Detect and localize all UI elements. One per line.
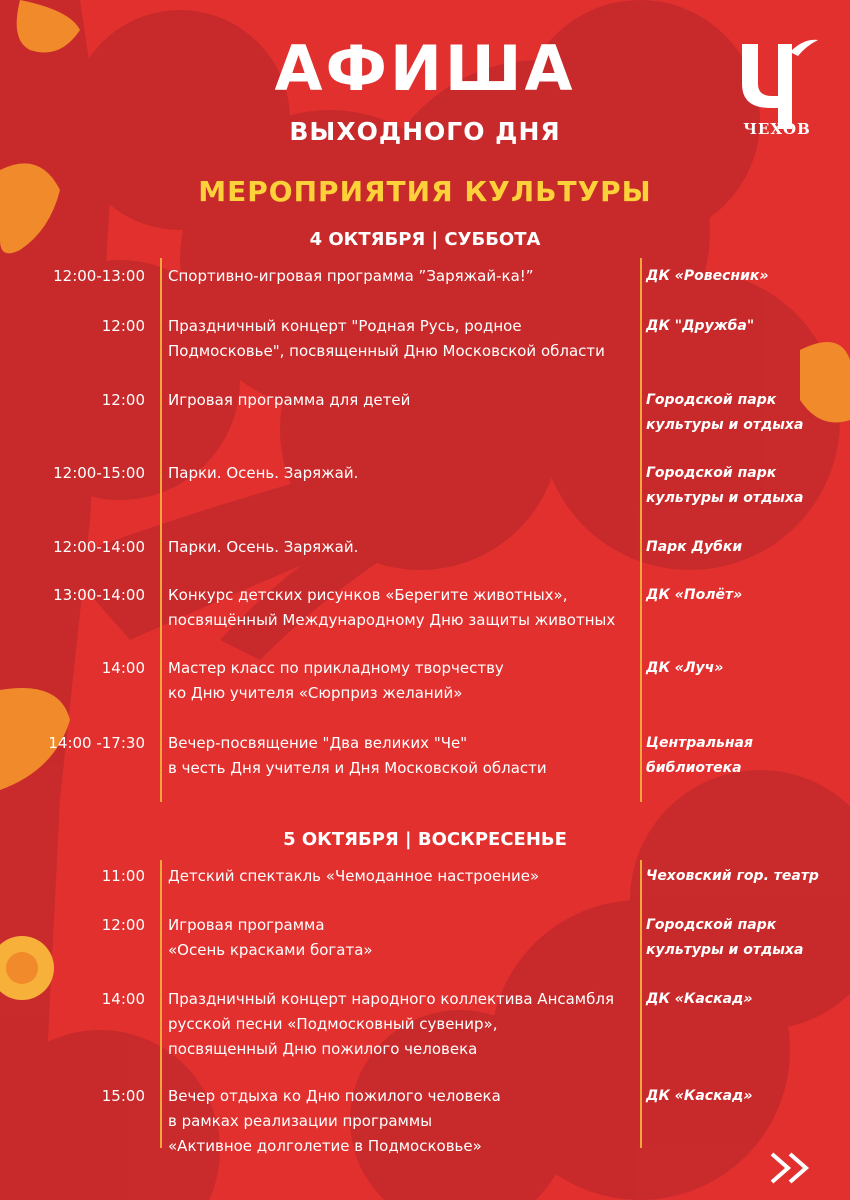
event-title [168,913,638,963]
event-time: 14:00 [101,990,145,1008]
event-time: 15:00 [101,1087,145,1105]
event-venue-line: культуры и отдыха [646,942,804,958]
event-venue [646,314,846,339]
event-time: 14:00 [101,659,145,677]
event-time: 12:00-13:00 [53,267,145,285]
event-title-line: в рамках реализации программы [168,1112,433,1130]
day-heading: 4 ОКТЯБРЯ | СУББОТА [309,229,541,250]
event-title [168,656,638,706]
column-divider [160,258,162,802]
event-venue [646,461,846,511]
event-title [168,264,638,289]
event-venue [646,583,846,608]
event-venue-line: ДК «Ровесник» [646,268,769,284]
event-venue [646,264,846,289]
event-venue [646,864,846,889]
event-title [168,987,638,1062]
event-venue [646,1084,846,1109]
event-venue [646,913,846,963]
event-venue-line: ДК "Дружба" [646,318,755,334]
event-title [168,388,638,413]
event-venue-line: ДК «Каскад» [646,1088,753,1104]
event-time: 12:00 [101,391,145,409]
day-heading: 5 ОКТЯБРЯ | ВОСКРЕСЕНЬЕ [283,829,567,850]
event-title-line: «Осень красками богата» [168,941,373,959]
event-venue-line: культуры и отдыха [646,417,804,433]
page-title: АФИША [274,32,576,105]
column-divider [640,258,642,802]
event-time: 11:00 [101,867,145,885]
event-title-line: «Активное долголетие в Подмосковье» [168,1137,482,1155]
event-title-line: Игровая программа [168,916,325,934]
event-venue-line: ДК «Каскад» [646,991,753,1007]
event-title-line: Мастер класс по прикладному творчеству [168,659,504,677]
event-venue-line: ДК «Полёт» [646,587,743,603]
event-title-line: Парки. Осень. Заряжай. [168,464,359,482]
event-title-line: Подмосковье", посвященный Дню Московской области [168,342,605,360]
event-venue-line: Чеховский гор. театр [646,868,819,884]
event-title-line: Праздничный концерт "Родная Русь, родное [168,317,522,335]
event-venue [646,535,846,560]
event-title-line: Вечер отдыха ко Дню пожилого человека [168,1087,501,1105]
event-venue-line: ДК «Луч» [646,660,724,676]
next-page-icon[interactable] [768,1148,816,1188]
event-time: 12:00-14:00 [53,538,145,556]
column-divider [640,860,642,1148]
event-title-line: посвящённый Международному Дню защиты животных [168,611,616,629]
column-divider [160,860,162,1148]
event-time: 12:00 [101,317,145,335]
event-title-line: Конкурс детских рисунков «Берегите животных», [168,586,568,604]
event-title-line: Спортивно-игровая программа ”Заряжай-ка!” [168,267,534,285]
event-title [168,864,638,889]
page-subtitle: ВЫХОДНОГО ДНЯ [289,117,561,146]
event-venue-line: Городской парк [646,392,777,408]
event-title-line: посвященный Дню пожилого человека [168,1040,478,1058]
event-venue-line: культуры и отдыха [646,490,804,506]
event-title-line: Вечер-посвящение "Два великих "Че" [168,734,468,752]
event-title-line: Парки. Осень. Заряжай. [168,538,359,556]
event-title [168,731,638,781]
event-time: 13:00-14:00 [53,586,145,604]
event-title [168,583,638,633]
event-venue [646,987,846,1012]
event-title [168,314,638,364]
event-title [168,461,638,486]
event-venue-line: Городской парк [646,917,777,933]
event-venue [646,731,846,781]
event-title-line: Детский спектакль «Чемоданное настроение» [168,867,540,885]
event-title [168,535,638,560]
event-time: 14:00 -17:30 [48,734,145,752]
event-venue-line: Центральная [646,735,753,751]
event-title-line: русской песни «Подмосковный сувенир», [168,1015,498,1033]
event-title-line: Праздничный концерт народного коллектива Ансамбля [168,990,614,1008]
event-time: 12:00-15:00 [53,464,145,482]
event-time: 12:00 [101,916,145,934]
event-title [168,1084,638,1159]
event-title-line: ко Дню учителя «Сюрприз желаний» [168,684,463,702]
event-title-line: в честь Дня учителя и Дня Московской области [168,759,547,777]
event-venue-line: Парк Дубки [646,539,743,555]
logo-text: ЧЕХОВ [743,120,811,138]
event-venue-line: Городской парк [646,465,777,481]
event-venue-line: библиотека [646,760,742,776]
event-title-line: Игровая программа для детей [168,391,411,409]
section-title: МЕРОПРИЯТИЯ КУЛЬТУРЫ [198,175,652,208]
event-venue [646,388,846,438]
event-venue [646,656,846,681]
